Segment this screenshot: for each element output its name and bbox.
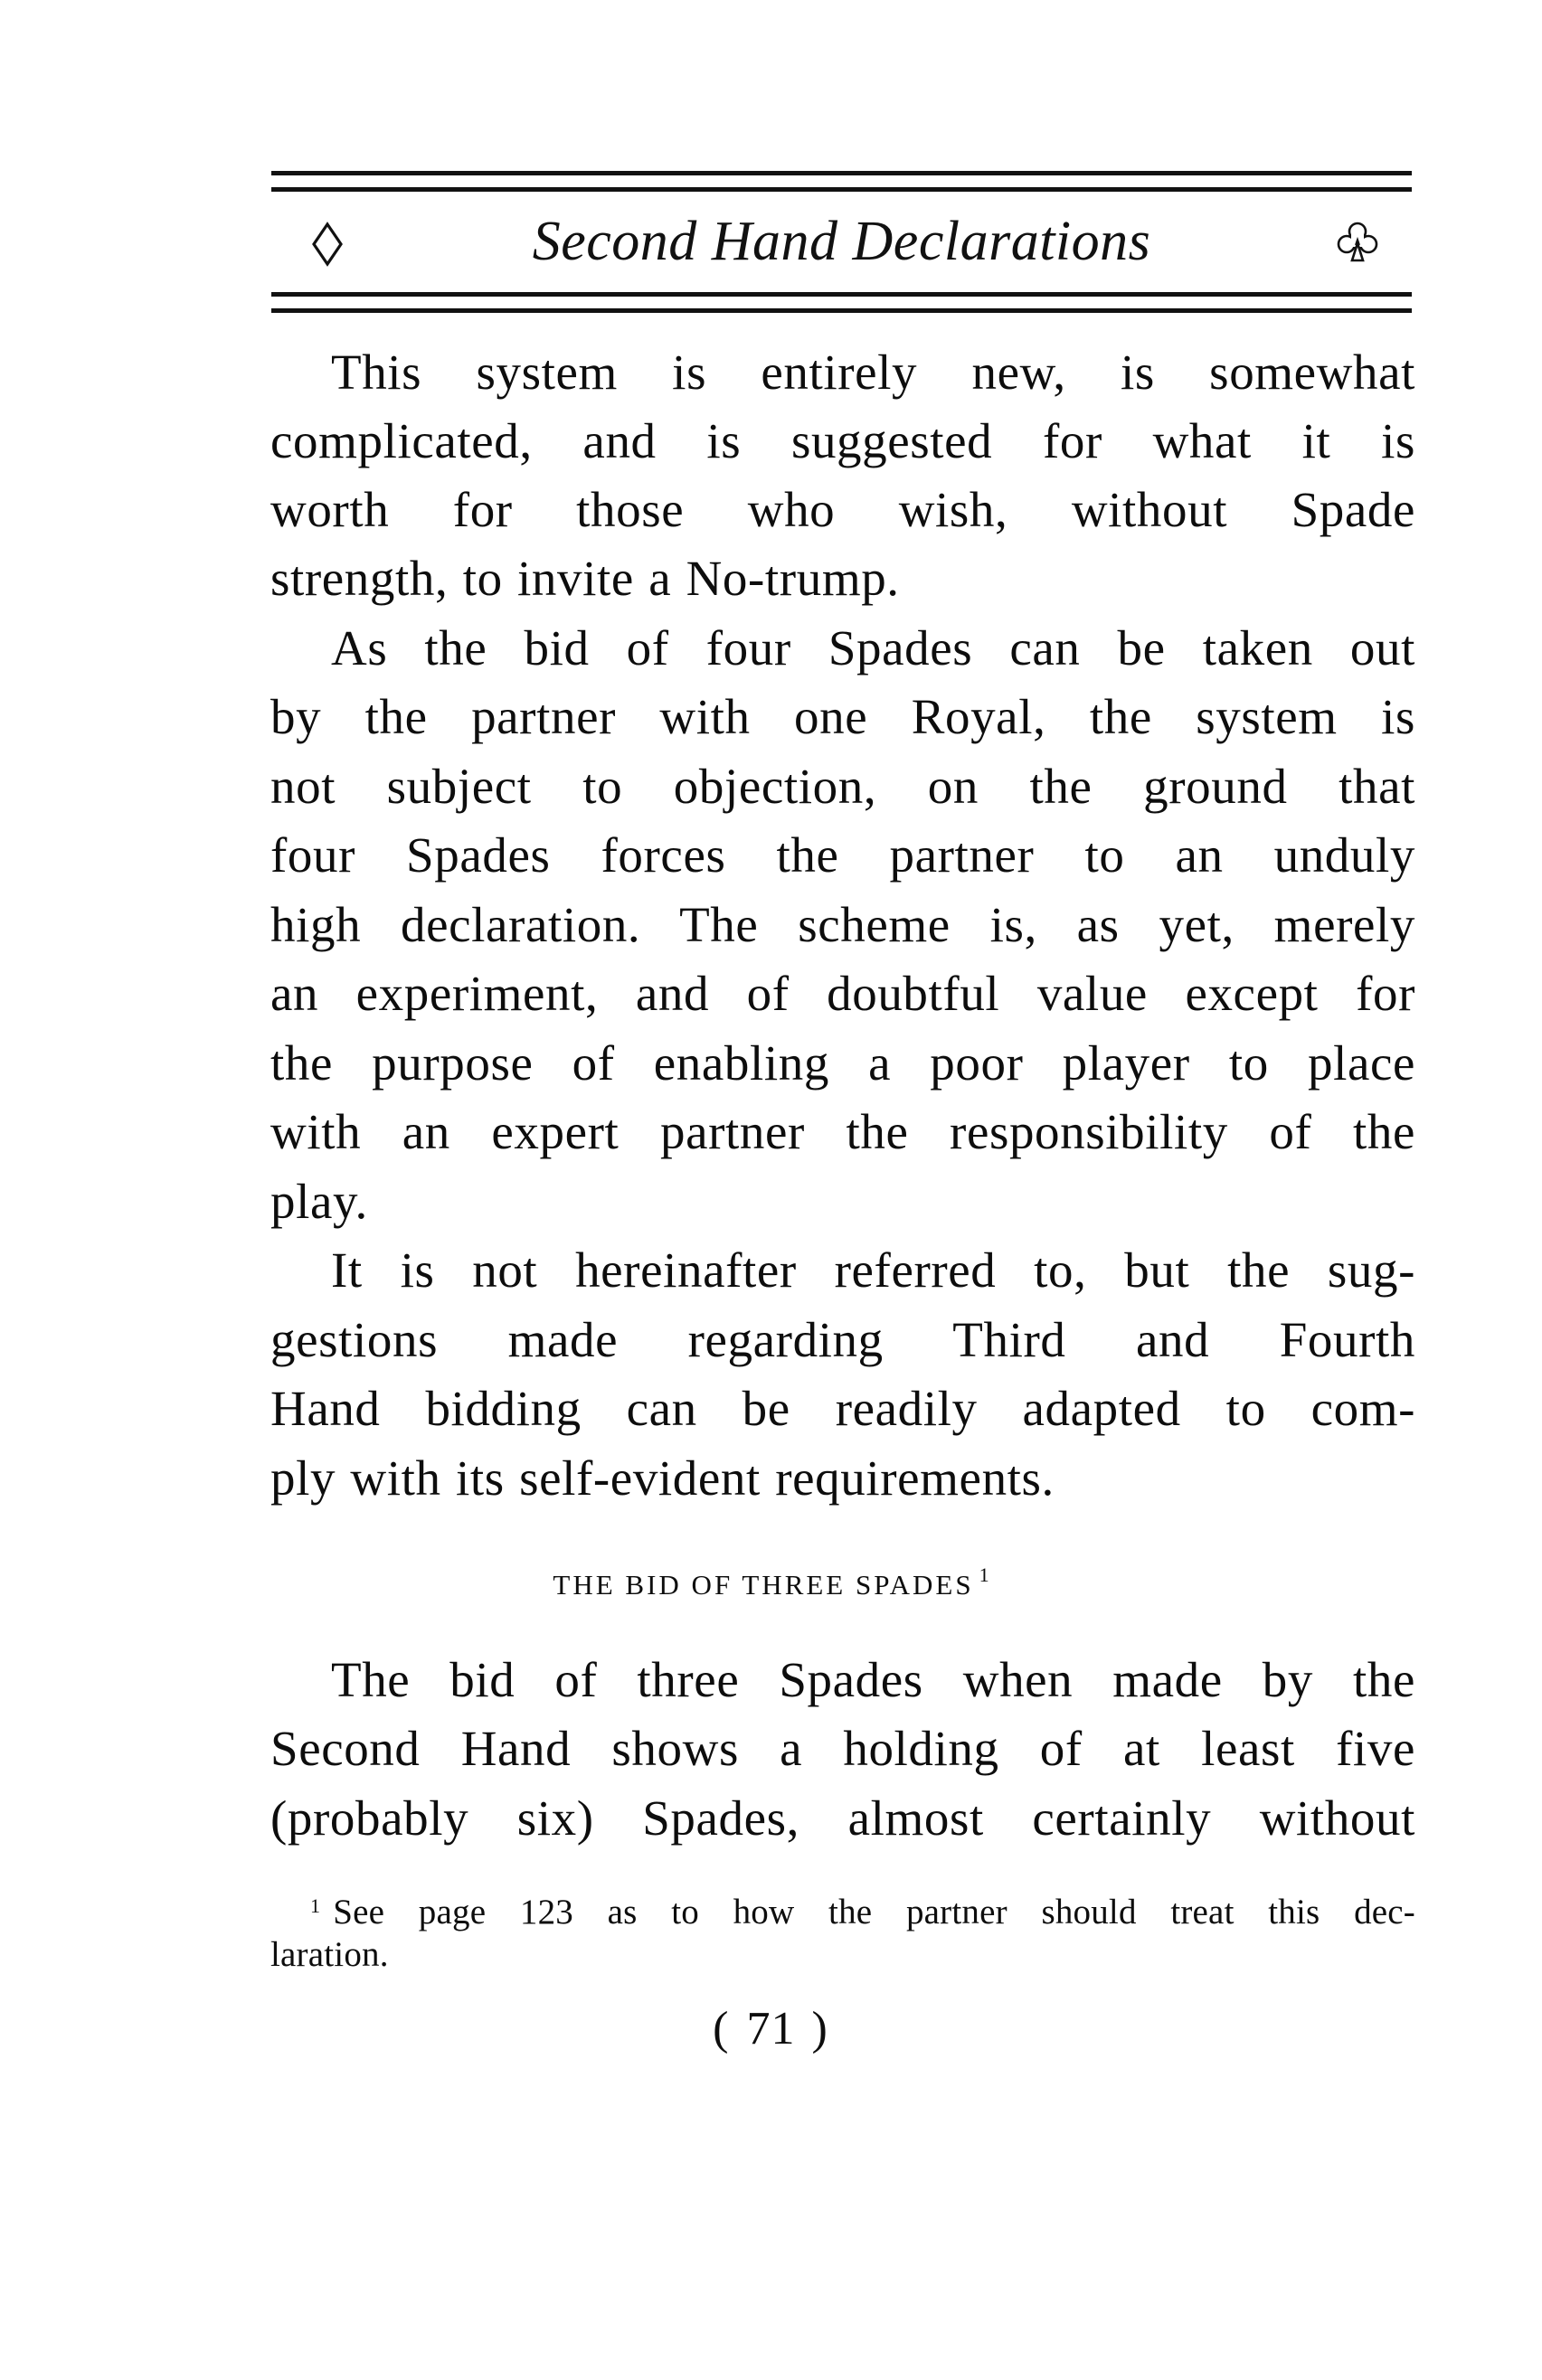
text-line: Hand bidding can be readily adapted to com- [270,1381,1415,1436]
page-number-close-paren: ) [811,2003,829,2054]
header-rule-bottom-inner [271,292,1412,297]
text-line: the purpose of enabling a poor player to place [270,1035,1415,1091]
text-line: not subject to objection, on the ground that [270,759,1415,814]
running-head [271,203,1412,285]
page-number [0,2002,1542,2056]
text-line: strength, to invite a No-trump. [270,551,900,606]
text-line: The bid of three Spades when made by the [331,1652,1415,1707]
header-rule-top-outer [271,171,1412,175]
running-head-title: Second Hand Declarations [532,211,1151,272]
text-line: four Spades forces the partner to an unduly [270,827,1415,883]
text-line: high declaration. The scheme is, as yet, merely [270,897,1415,952]
text-line: gestions made regarding Third and Fourth [270,1312,1415,1367]
text-line: complicated, and is suggested for what it is [270,413,1415,468]
footnote-line [310,1885,1415,1933]
text-line: It is not hereinafter referred to, but the sug- [331,1242,1415,1298]
text-line: This system is entirely new, is somewhat [331,345,1415,400]
header-rule-top-inner [271,187,1412,192]
footnote-marker: 1 [310,1894,321,1917]
header-rule-bottom-outer [271,308,1412,313]
text-line: As the bid of four Spades can be taken out [331,620,1415,675]
text-line: (probably six) Spades, almost certainly without [270,1790,1415,1846]
page-number-open-paren: ( [713,2003,731,2054]
section-heading [0,1555,1542,1605]
text-line: worth for those who wish, without Spade [270,482,1415,537]
text-line: Second Hand shows a holding of at least five [270,1721,1415,1776]
club-outline-icon [1336,220,1379,265]
section-heading-text: THE BID OF THREE SPADES [553,1569,974,1601]
footnote-text: See page 123 as to how the partner should treat this dec- [333,1893,1415,1931]
footnote-line: laration. [270,1935,389,1974]
footnote-reference[interactable]: 1 [979,1563,989,1586]
text-line: by the partner with one Royal, the system is [270,689,1415,744]
text-line: with an expert partner the responsibility of the [270,1104,1415,1159]
page-number-value: 71 [746,2003,796,2054]
text-line: ply with its self-evident requirements. [270,1450,1055,1506]
text-line: play. [270,1174,368,1229]
text-line: an experiment, and of doubtful value except for [270,966,1415,1021]
